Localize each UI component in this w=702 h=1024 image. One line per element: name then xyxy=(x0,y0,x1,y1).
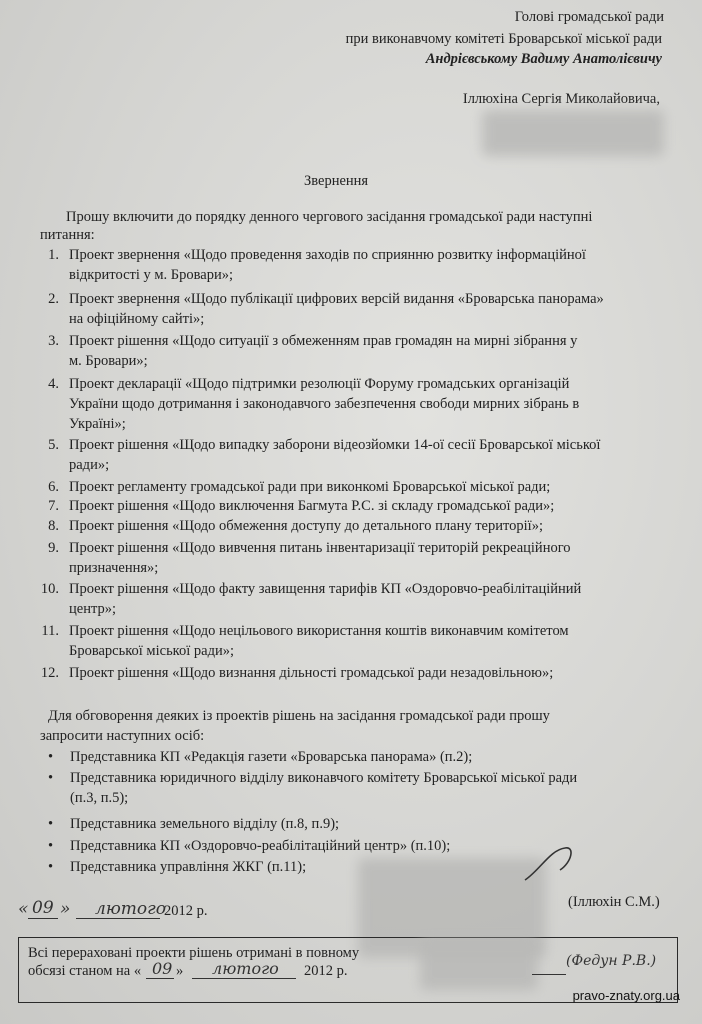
invite-line1: Для обговорення деяких із проектів рішень на засідання громадської ради прошу xyxy=(48,708,550,724)
list-item: Проект звернення «Щодо проведення заходів по сприянню розвитку інформаційної xyxy=(69,247,586,263)
list-item-cont: призначення»; xyxy=(69,560,159,576)
list-item-number: 8. xyxy=(48,518,59,534)
receipt-line2-prefix: обсязі станом на « xyxy=(28,963,142,979)
list-item-cont: ради»; xyxy=(69,457,110,473)
list-item-number: 6. xyxy=(48,479,59,495)
document-title: Звернення xyxy=(304,173,369,189)
list-item-number: 5. xyxy=(48,437,59,453)
list-item: Проект звернення «Щодо публікації цифрових версій видання «Броварська панорама» xyxy=(69,291,604,307)
intro-line1: Прошу включити до порядку денного чергового засідання громадської ради наступні xyxy=(66,209,593,225)
list-item: Проект рішення «Щодо вивчення питань інвентаризації територій рекреаційного xyxy=(69,540,571,556)
list-item: • Представника юридичного відділу виконавчого комітету Броварської міської ради xyxy=(70,769,577,787)
receipt-mid: » xyxy=(176,963,184,979)
list-item: Проект рішення «Щодо виключення Багмута Р.С. зі складу громадської ради»; xyxy=(69,498,555,514)
receipt-signer: (Федун Р.В.) xyxy=(566,953,657,969)
list-item-cont: (п.3, п.5); xyxy=(70,790,129,806)
redacted-address xyxy=(482,110,664,156)
list-item-number: 4. xyxy=(48,376,59,392)
receipt-day: 09 xyxy=(152,959,173,978)
list-item-cont: Україні»; xyxy=(69,416,126,432)
list-item-cont: Броварської міської ради»; xyxy=(69,643,234,659)
list-item: Проект рішення «Щодо обмеження доступу до детального плану території»; xyxy=(69,518,543,534)
receipt-year: 2012 р. xyxy=(304,963,348,979)
list-item-number: 1. xyxy=(48,247,59,263)
list-item-number: 7. xyxy=(48,498,59,514)
list-item: Проект рішення «Щодо ситуації з обмеженням прав громадян на мирні зібрання у xyxy=(69,333,578,349)
date-day-underline xyxy=(28,918,58,919)
list-item: Проект рішення «Щодо визнання дільності громадської ради незадовільною»; xyxy=(69,665,554,681)
receipt-day-underline xyxy=(146,978,174,979)
signature-mark xyxy=(520,840,590,890)
list-item-number: 10. xyxy=(40,581,59,597)
list-item: Проект рішення «Щодо випадку заборони відеозйомки 14-ої сесії Броварської міської xyxy=(69,437,601,453)
date-open-quote: « xyxy=(18,899,29,919)
list-item: Проект рішення «Щодо факту завищення тарифів КП «Оздоровчо-реабілітаційний xyxy=(69,581,582,597)
redacted-receipt-signature xyxy=(420,940,538,990)
signature-name: (Іллюхін С.М.) xyxy=(568,894,660,910)
list-item-number: 3. xyxy=(48,333,59,349)
list-item-cont: відкритості у м. Бровари»; xyxy=(69,267,233,283)
list-item-number: 2. xyxy=(48,291,59,307)
addressee-name: Андрієвському Вадиму Анатолієвичу xyxy=(425,51,662,67)
date-month: лютого xyxy=(95,899,166,919)
date-month-underline xyxy=(76,918,160,919)
receipt-month: лютого xyxy=(212,959,279,978)
list-item-cont: на офіційному сайті»; xyxy=(69,311,205,327)
date-close-quote: » xyxy=(60,899,71,919)
list-item-cont: центр»; xyxy=(69,601,116,617)
list-item: • Представника КП «Оздоровчо-реабілітаційний центр» (п.10); xyxy=(70,837,450,855)
receipt-sign-underline xyxy=(532,974,566,975)
list-item-cont: України щодо дотримання і законодавчого забезпечення свободи мирних зібрань в xyxy=(69,396,580,412)
invite-line2: запросити наступних осіб: xyxy=(40,728,205,744)
addressee-line1: Голові громадської ради xyxy=(514,9,664,25)
list-item-number: 12. xyxy=(40,665,59,681)
list-item: • Представника земельного відділу (п.8, п.9); xyxy=(70,815,339,833)
sender-name: Іллюхіна Сергія Миколайовича, xyxy=(462,91,660,107)
list-item: Проект декларації «Щодо підтримки резолюції Форуму громадських організацій xyxy=(69,376,570,392)
list-item-number: 11. xyxy=(41,623,59,639)
date-day: 09 xyxy=(32,898,54,918)
date-year: 2012 р. xyxy=(164,903,208,919)
list-item-number: 9. xyxy=(48,540,59,556)
receipt-month-underline xyxy=(192,978,296,979)
receipt-line1: Всі перераховані проекти рішень отримані в повному xyxy=(28,945,360,961)
watermark: pravo-znaty.org.ua xyxy=(572,988,680,1003)
addressee-line2: при виконавчому комітеті Броварської міської ради xyxy=(345,31,662,47)
list-item: Проект регламенту громадської ради при виконкомі Броварської міської ради; xyxy=(69,479,551,495)
list-item: • Представника КП «Редакція газети «Броварська панорама» (п.2); xyxy=(70,748,472,766)
list-item: Проект рішення «Щодо нецільового використання коштів виконавчим комітетом xyxy=(69,623,569,639)
intro-line2: питання: xyxy=(40,227,95,243)
list-item-cont: м. Бровари»; xyxy=(69,353,148,369)
list-item: • Представника управління ЖКГ (п.11); xyxy=(70,858,306,876)
